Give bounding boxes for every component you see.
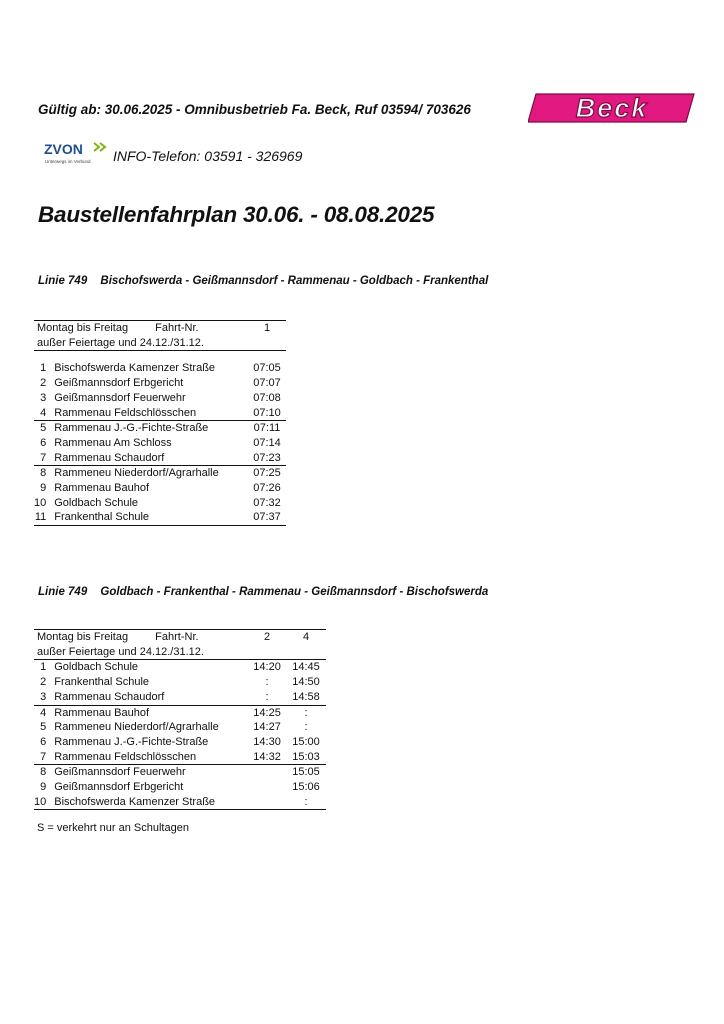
departure-time: 14:32 bbox=[253, 750, 281, 763]
zvon-logo-text: ZVON bbox=[44, 141, 83, 157]
table-row bbox=[34, 765, 326, 780]
table-row bbox=[34, 690, 326, 705]
stop-number: 7 bbox=[40, 451, 47, 464]
table-row bbox=[34, 391, 286, 406]
zvon-tagline: Unterwegs im Verbund bbox=[45, 159, 91, 164]
table-header-row bbox=[34, 645, 326, 660]
table-row bbox=[34, 451, 286, 466]
exceptions-label: außer Feiertage und 24.12./31.12. bbox=[34, 645, 248, 660]
stop-name: Goldbach Schule bbox=[54, 661, 139, 674]
departure-time: 07:37 bbox=[248, 510, 286, 525]
table-row bbox=[34, 780, 326, 795]
departure-time: 07:05 bbox=[253, 362, 281, 375]
beck-logo bbox=[528, 92, 696, 124]
days-label: Montag bis Freitag bbox=[37, 631, 129, 643]
table-row bbox=[34, 376, 286, 391]
stop-number: 3 bbox=[40, 690, 47, 703]
departure-time: 15:03 bbox=[292, 750, 320, 763]
stop-number: 1 bbox=[40, 661, 47, 674]
table-row bbox=[34, 750, 326, 765]
table-row bbox=[34, 361, 286, 376]
stop-number: 4 bbox=[40, 406, 47, 419]
stop-number: 9 bbox=[40, 482, 47, 495]
stop-name: Rammenau Schaudorf bbox=[54, 451, 165, 464]
table-row bbox=[34, 481, 286, 496]
line-heading-1 bbox=[38, 275, 488, 287]
table-row bbox=[34, 705, 326, 720]
table-row bbox=[34, 660, 326, 675]
departure-time: : bbox=[286, 705, 326, 720]
table-row bbox=[34, 735, 326, 750]
stop-name: Rammenau Am Schloss bbox=[54, 436, 172, 449]
stop-number: 6 bbox=[40, 436, 47, 449]
table-row bbox=[34, 496, 286, 511]
info-phone-text: INFO-Telefon: 03591 - 326969 bbox=[113, 148, 303, 164]
departure-time: 07:08 bbox=[253, 391, 281, 404]
stop-name: Rammeneu Niederdorf/Agrarhalle bbox=[54, 466, 248, 481]
trip-number-label: Fahrt-Nr. bbox=[155, 631, 199, 643]
stop-number: 9 bbox=[40, 781, 47, 794]
line-route: Bischofswerda - Geißmannsdorf - Rammenau - Goldbach - Frankenthal bbox=[100, 275, 489, 287]
departure-time bbox=[248, 780, 286, 795]
page-title: Baustellenfahrplan 30.06. - 08.08.2025 bbox=[38, 202, 435, 227]
table-row bbox=[34, 795, 326, 810]
legend-note: S = verkehrt nur an Schultagen bbox=[37, 822, 189, 834]
stop-number: 11 bbox=[34, 510, 54, 525]
departure-time: : bbox=[265, 676, 269, 689]
departure-time: 14:45 bbox=[292, 661, 320, 674]
table-row bbox=[34, 675, 326, 690]
table-row bbox=[34, 436, 286, 451]
validity-text: Gültig ab: 30.06.2025 - Omnibusbetrieb Fa. Beck, Ruf 03594/ 703626 bbox=[38, 102, 471, 117]
departure-time: 07:23 bbox=[253, 451, 281, 464]
table-header-row bbox=[34, 336, 286, 351]
stop-name: Geißmannsdorf Erbgericht bbox=[54, 377, 184, 390]
stop-number: 2 bbox=[40, 377, 47, 390]
stop-name: Bischofswerda Kamenzer Straße bbox=[54, 362, 216, 375]
stop-name: Rammenau Feldschlösschen bbox=[54, 406, 197, 419]
stop-number: 2 bbox=[40, 676, 47, 689]
departure-time: : bbox=[304, 721, 308, 734]
departure-time: 14:25 bbox=[248, 705, 286, 720]
stop-name: Rammenau Schaudorf bbox=[54, 690, 165, 703]
departure-time: 15:05 bbox=[286, 765, 326, 780]
departure-time bbox=[248, 765, 286, 780]
departure-time: 14:58 bbox=[292, 690, 320, 703]
stop-name: Geißmannsdorf Feuerwehr bbox=[54, 391, 186, 404]
departure-time: 14:50 bbox=[292, 676, 320, 689]
departure-time: 07:11 bbox=[248, 421, 286, 436]
trip-number: 4 bbox=[286, 630, 326, 645]
timetable-2 bbox=[34, 629, 326, 810]
table-row bbox=[34, 510, 286, 525]
departure-time: 15:06 bbox=[292, 781, 320, 794]
stop-name: Goldbach Schule bbox=[54, 496, 139, 509]
stop-number: 1 bbox=[40, 362, 47, 375]
beck-logo-text: Beck bbox=[575, 93, 649, 123]
line-number: Linie 749 bbox=[38, 586, 88, 598]
trip-number-label: Fahrt-Nr. bbox=[155, 322, 199, 334]
stop-number: 10 bbox=[34, 496, 47, 509]
stop-name: Rammenau J.-G.-Fichte-Straße bbox=[54, 421, 248, 436]
stop-name: Rammeneu Niederdorf/Agrarhalle bbox=[54, 721, 219, 734]
departure-time: 14:30 bbox=[253, 735, 281, 748]
departure-time bbox=[248, 795, 286, 810]
stop-name: Rammenau Feldschlösschen bbox=[54, 750, 197, 763]
stop-name: Rammenau Bauhof bbox=[54, 705, 248, 720]
departure-time: 07:07 bbox=[253, 377, 281, 390]
zvon-logo bbox=[44, 140, 108, 166]
stop-number: 5 bbox=[34, 421, 54, 436]
departure-time: 07:25 bbox=[248, 466, 286, 481]
stop-name: Rammenau J.-G.-Fichte-Straße bbox=[54, 735, 209, 748]
departure-time: : bbox=[286, 795, 326, 810]
stop-number: 8 bbox=[34, 466, 54, 481]
departure-time: : bbox=[265, 690, 269, 703]
stop-number: 10 bbox=[34, 795, 54, 810]
departure-time: 15:00 bbox=[292, 735, 320, 748]
line-heading-2 bbox=[38, 586, 488, 598]
departure-time: 07:32 bbox=[253, 496, 281, 509]
timetable-1 bbox=[34, 320, 286, 526]
table-row bbox=[34, 421, 286, 436]
stop-number: 3 bbox=[40, 391, 47, 404]
table-row bbox=[34, 406, 286, 421]
departure-time: 07:14 bbox=[253, 436, 281, 449]
table-header-row bbox=[34, 321, 286, 336]
departure-time: 07:26 bbox=[253, 482, 281, 495]
table-row bbox=[34, 466, 286, 481]
table-header-row bbox=[34, 630, 326, 645]
stop-name: Frankenthal Schule bbox=[54, 676, 150, 689]
departure-time: 14:20 bbox=[253, 661, 281, 674]
stop-name: Rammenau Bauhof bbox=[54, 482, 150, 495]
departure-time: 07:10 bbox=[253, 406, 281, 419]
stop-name: Geißmannsdorf Feuerwehr bbox=[54, 765, 248, 780]
trip-number: 1 bbox=[248, 321, 286, 336]
trip-number: 2 bbox=[248, 630, 286, 645]
line-number: Linie 749 bbox=[38, 275, 88, 287]
days-label: Montag bis Freitag bbox=[37, 322, 129, 334]
departure-time: 14:27 bbox=[253, 721, 281, 734]
stop-number: 4 bbox=[34, 705, 54, 720]
line-route: Goldbach - Frankenthal - Rammenau - Geißmannsdorf - Bischofswerda bbox=[100, 586, 489, 598]
stop-number: 5 bbox=[40, 721, 47, 734]
stop-name: Bischofswerda Kamenzer Straße bbox=[54, 795, 248, 810]
stop-number: 6 bbox=[40, 735, 47, 748]
stop-name: Geißmannsdorf Erbgericht bbox=[54, 781, 184, 794]
stop-name: Frankenthal Schule bbox=[54, 510, 248, 525]
exceptions-label: außer Feiertage und 24.12./31.12. bbox=[34, 336, 248, 351]
stop-number: 8 bbox=[34, 765, 54, 780]
table-row bbox=[34, 720, 326, 735]
stop-number: 7 bbox=[40, 750, 47, 763]
